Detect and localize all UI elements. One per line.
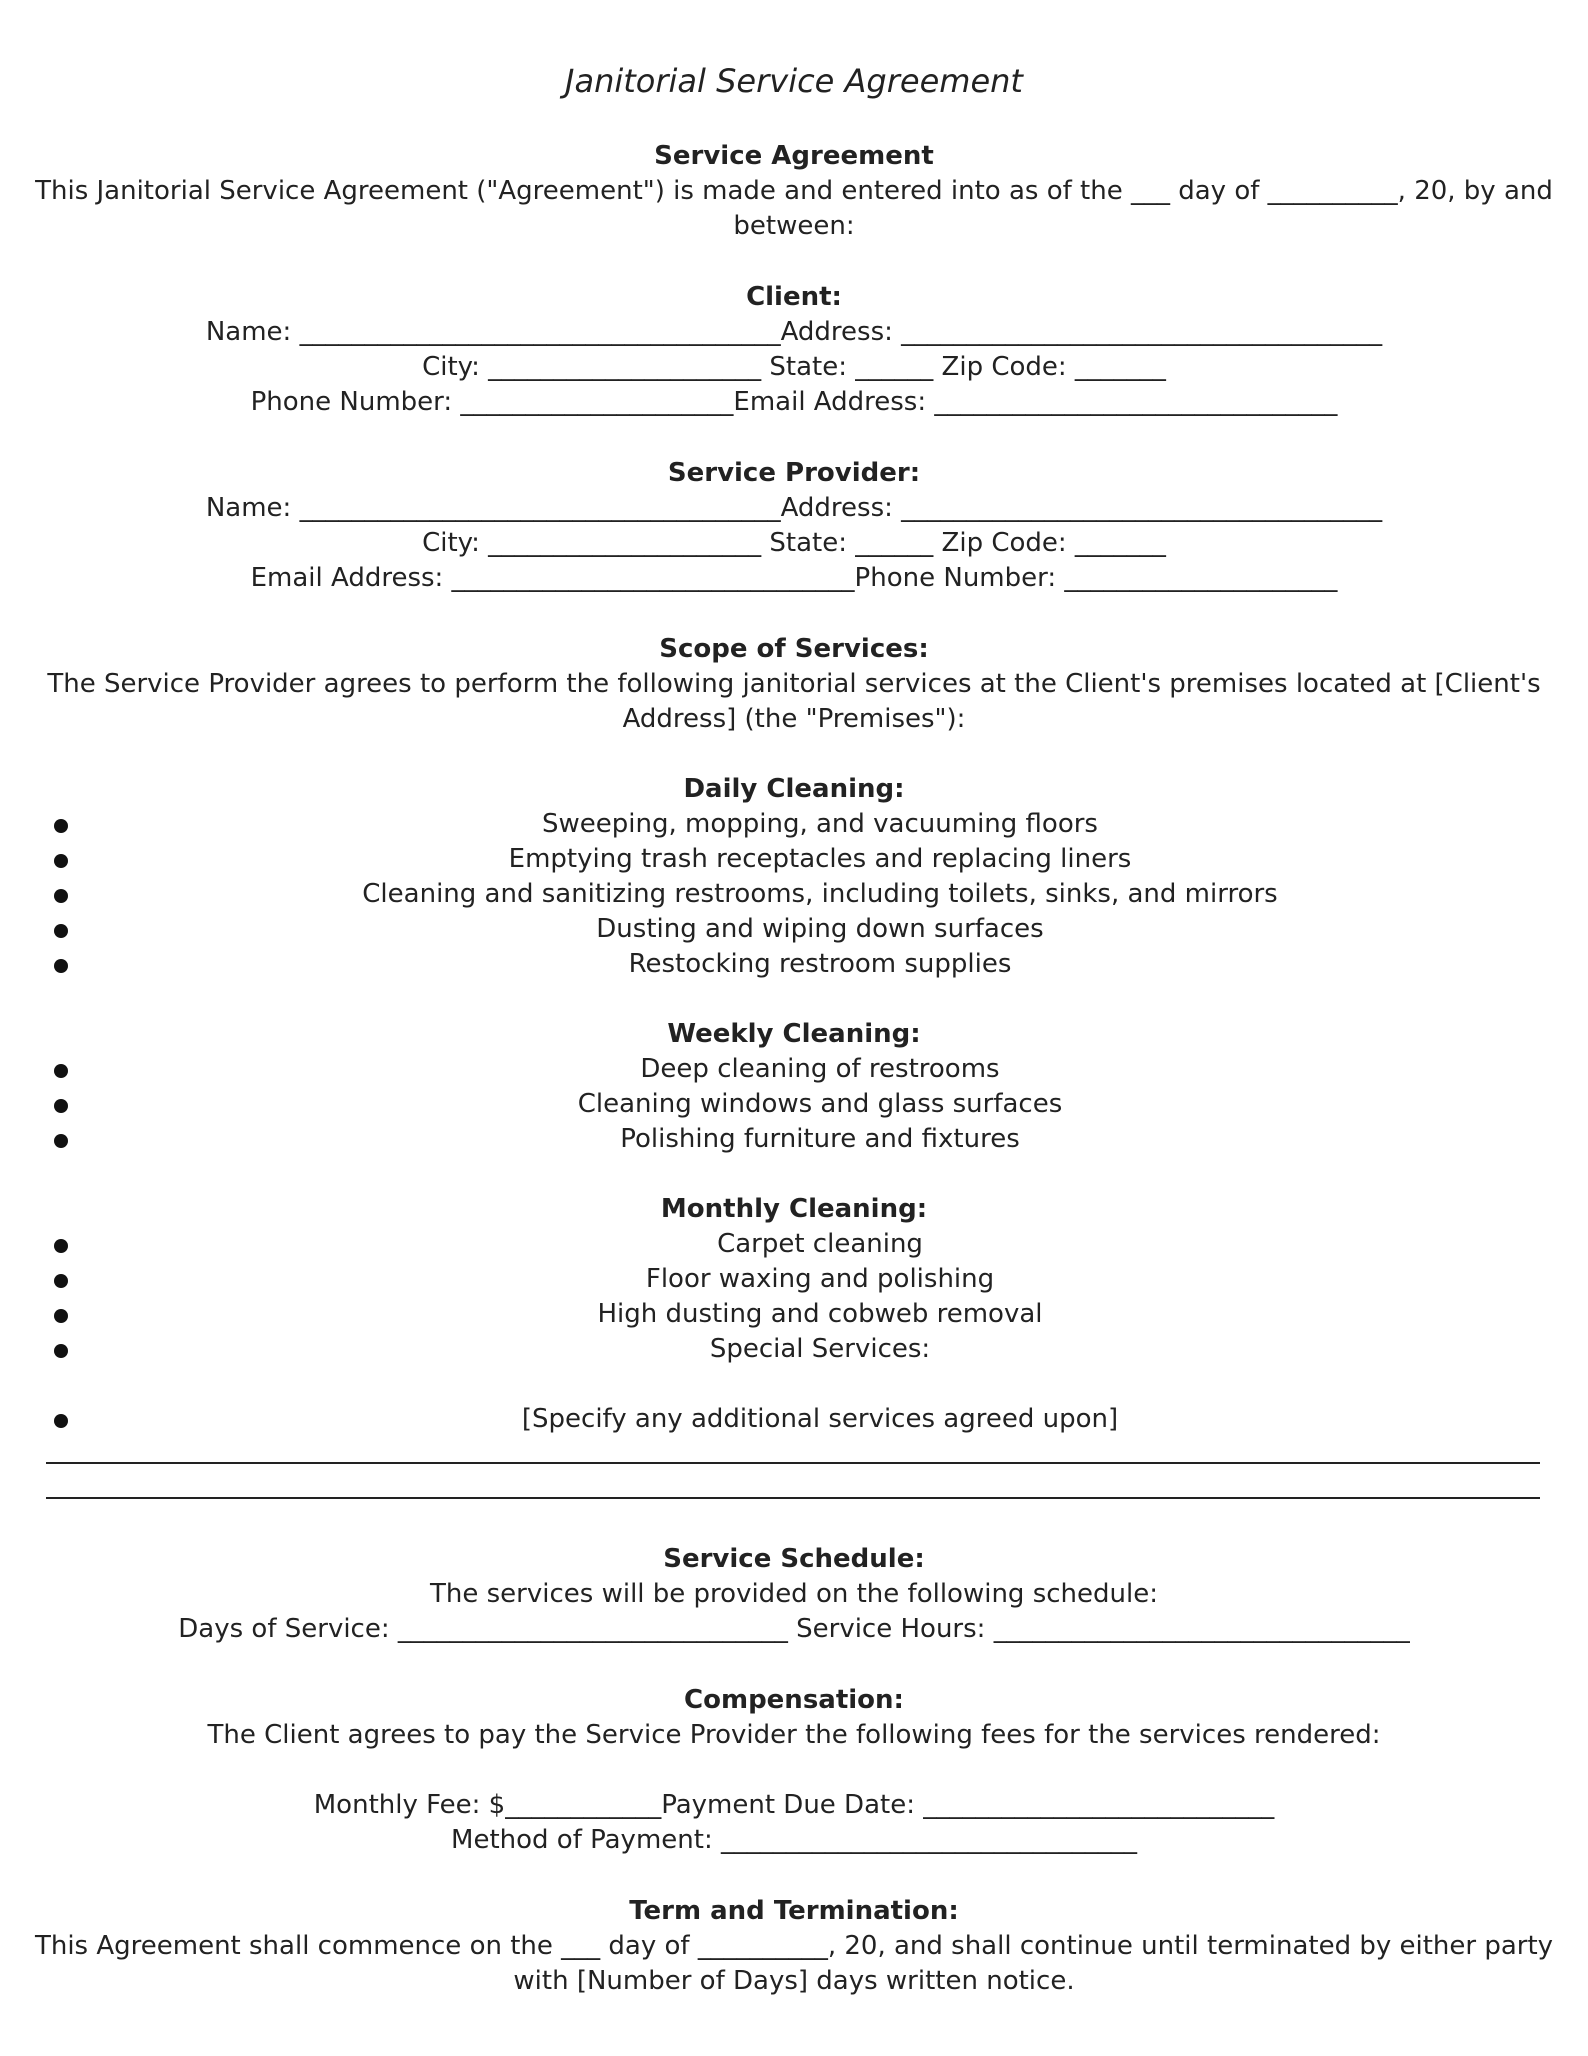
list-item: Carpet cleaning — [717, 1229, 923, 1259]
client-city-state-zip-row: City: _____________________ State: ______ Zip Code: _______ — [422, 352, 1166, 382]
scope-line-1: The Service Provider agrees to perform the following janitorial services at the Client's premises located at [Client's — [47, 669, 1541, 699]
provider-city-state-zip-row: City: _____________________ State: ______ Zip Code: _______ — [422, 528, 1166, 558]
blank-line-1 — [46, 1462, 1540, 1464]
schedule-days-hours-row: Days of Service: ______________________________ Service Hours: ________________________________ — [178, 1614, 1410, 1644]
blank-line-2 — [46, 1497, 1540, 1499]
daily-heading: Daily Cleaning: — [683, 774, 905, 804]
term-line-1: This Agreement shall commence on the ___ day of __________, 20, and shall continue until terminated by either party — [34, 1931, 1554, 1961]
compensation-line-1: The Client agrees to pay the Service Provider the following fees for the services rendered: — [207, 1720, 1381, 1750]
list-item: Polishing furniture and fixtures — [620, 1124, 1020, 1154]
document-title: Janitorial Service Agreement — [565, 62, 1023, 100]
client-heading: Client: — [746, 282, 842, 312]
client-phone-email-row: Phone Number: _____________________Email Address: _______________________________ — [250, 387, 1338, 417]
scope-heading: Scope of Services: — [659, 634, 929, 664]
weekly-heading: Weekly Cleaning: — [667, 1019, 921, 1049]
compensation-fee-due-row: Monthly Fee: $____________Payment Due Date: ___________________________ — [313, 1790, 1275, 1820]
monthly-heading: Monthly Cleaning: — [660, 1194, 928, 1224]
list-item: Special Services: — [709, 1334, 931, 1364]
list-item: Cleaning windows and glass surfaces — [577, 1089, 1063, 1119]
intro-line-2: between: — [733, 211, 855, 241]
schedule-heading: Service Schedule: — [663, 1544, 925, 1574]
additional-services-item: [Specify any additional services agreed upon] — [521, 1404, 1119, 1434]
list-item: Emptying trash receptacles and replacing liners — [508, 844, 1132, 874]
list-item: Dusting and wiping down surfaces — [596, 914, 1044, 944]
compensation-method-row: Method of Payment: ________________________________ — [451, 1825, 1137, 1855]
compensation-heading: Compensation: — [684, 1685, 904, 1715]
term-line-2: with [Number of Days] days written notice. — [513, 1966, 1075, 1996]
list-item: Floor waxing and polishing — [645, 1264, 995, 1294]
list-item: High dusting and cobweb removal — [597, 1299, 1043, 1329]
intro-heading: Service Agreement — [654, 141, 934, 171]
list-item: Sweeping, mopping, and vacuuming floors — [542, 809, 1098, 839]
list-item: Restocking restroom supplies — [628, 949, 1012, 979]
provider-name-address-row: Name: _____________________________________Address: _____________________________________ — [205, 493, 1383, 523]
list-item: Cleaning and sanitizing restrooms, including toilets, sinks, and mirrors — [362, 879, 1278, 909]
term-heading: Term and Termination: — [629, 1896, 959, 1926]
intro-line-1: This Janitorial Service Agreement ("Agreement") is made and entered into as of the ___ day of __________, 20, by and — [35, 176, 1553, 206]
list-item: Deep cleaning of restrooms — [640, 1054, 1000, 1084]
provider-heading: Service Provider: — [667, 458, 921, 488]
client-name-address-row: Name: _____________________________________Address: _____________________________________ — [205, 317, 1383, 347]
provider-email-phone-row: Email Address: _______________________________Phone Number: _____________________ — [250, 563, 1338, 593]
scope-line-2: Address] (the "Premises"): — [622, 704, 966, 734]
schedule-line-1: The services will be provided on the following schedule: — [430, 1579, 1158, 1609]
